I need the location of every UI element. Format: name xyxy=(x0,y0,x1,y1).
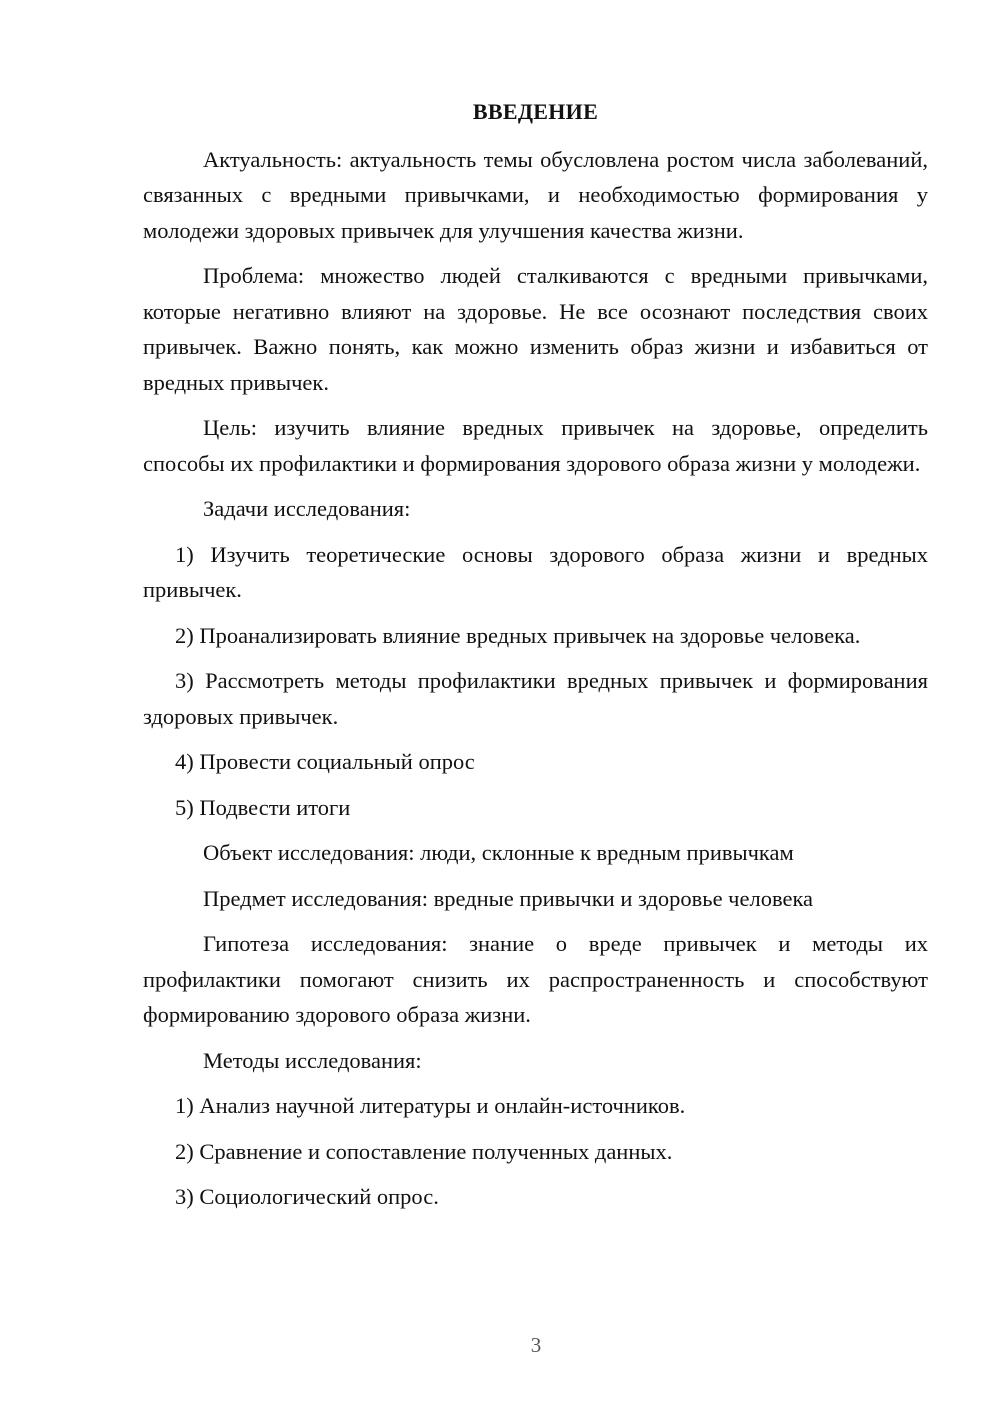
methods-label: Методы исследования: xyxy=(203,1047,422,1073)
object-paragraph: Объект исследования: люди, склонные к вредным привычкам xyxy=(203,840,794,865)
relevance-paragraph: Актуальность: актуальность темы обусловлена ростом числа заболеваний, связанных с вредными привычками, и необходимостью формирования у молодежи здоровых привычек для улучшения качества жизни. xyxy=(143,146,928,243)
task-item: 1) Изучить теоретические основы здорового образа жизни и вредных привычек. xyxy=(143,541,928,602)
goal-paragraph: Цель: изучить влияние вредных привычек на здоровье, определить способы их профилактики и формирования здорового образа жизни у молодежи. xyxy=(143,415,928,476)
section-heading: ВВЕДЕНИЕ xyxy=(472,99,599,124)
task-item: 3) Рассмотреть методы профилактики вредных привычек и формирования здоровых привычек. xyxy=(143,668,928,729)
task-item: 5) Подвести итоги xyxy=(175,794,351,820)
tasks-label: Задачи исследования: xyxy=(203,496,411,521)
subject-paragraph: Предмет исследования: вредные привычки и здоровье человека xyxy=(203,885,814,911)
method-item: 2) Сравнение и сопоставление полученных данных. xyxy=(175,1138,673,1164)
hypothesis-paragraph: Гипотеза исследования: знание о вреде привычек и методы их профилактики помогают снизить их распространенность и способствуют формированию здорового образа жизни. xyxy=(143,931,928,1027)
problem-paragraph: Проблема: множество людей сталкиваются с вредными привычками, которые негативно влияют на здоровье. Не все осознают последствия своих привычек. Важно понять, как можно изменить образ жизни и избавиться от вредных привычек. xyxy=(143,263,928,395)
task-item: 2) Проанализировать влияние вредных привычек на здоровье человека. xyxy=(175,622,861,648)
method-item: 1) Анализ научной литературы и онлайн-источников. xyxy=(175,1093,686,1118)
task-item: 4) Провести социальный опрос xyxy=(175,749,475,774)
document-body xyxy=(143,94,928,1225)
method-item: 3) Социологический опрос. xyxy=(175,1184,439,1209)
page-number: 3 xyxy=(530,1333,542,1357)
